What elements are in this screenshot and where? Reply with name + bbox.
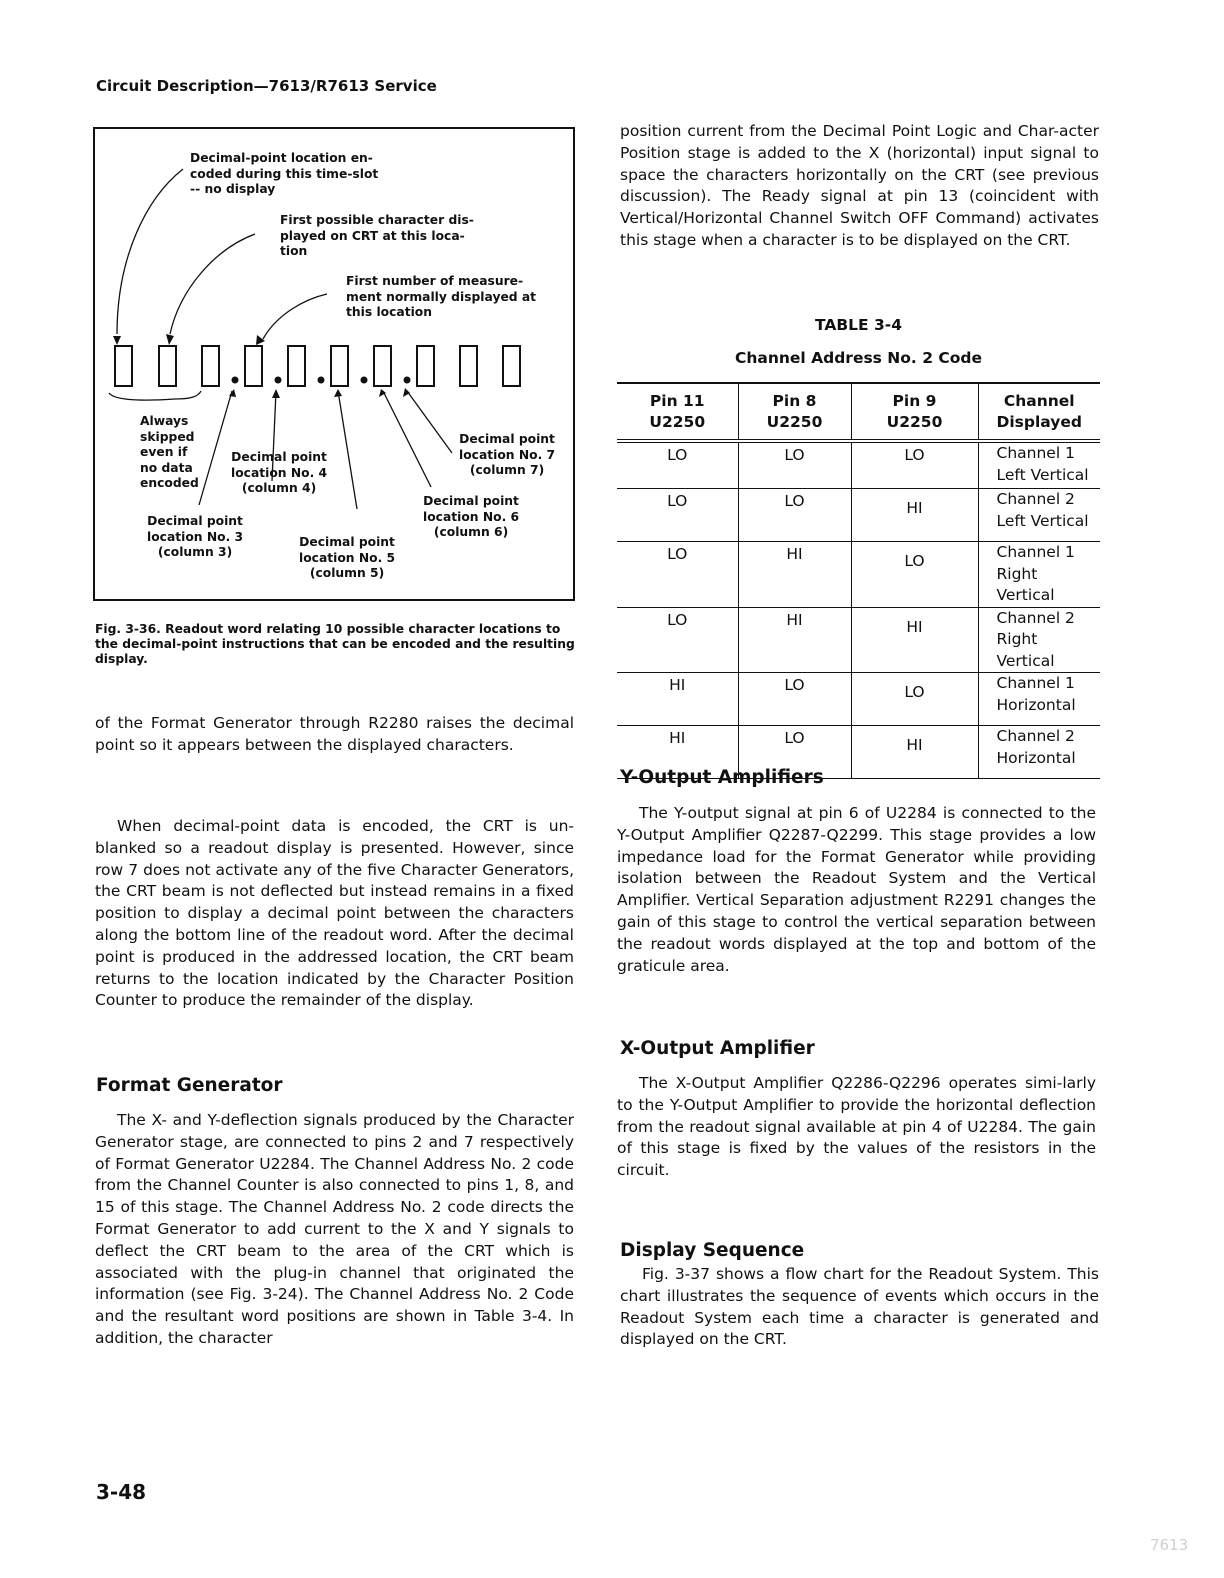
table-row bbox=[617, 673, 1100, 726]
intro-paragraph: position current from the Decimal Point Logic and Char-acter Position stage is added to the X (horizontal) input signal to space the characters horizontally on the CRT (see previous discussion). The Ready signal at pin 13 (coincident with Vertical/Horizontal Channel Switch OFF Command) activates this stage when a character is to be displayed on the CRT. bbox=[620, 122, 1099, 249]
label-dp3: Decimal point location No. 3 (column 3) bbox=[147, 514, 244, 560]
channel-address-table bbox=[617, 382, 1100, 779]
label-dp4: Decimal point location No. 4 (column 4) bbox=[231, 450, 328, 496]
y-output-paragraph: The Y-output signal at pin 6 of U2284 is connected to the Y-Output Amplifier Q2287-Q2299. This stage provides a low impedance load for the Format Generator while providing isolation between the Readout System and the Vertical Amplifier. Vertical Separation adjustment R2291 changes the gain of this stage to control the vertical separation between the readout words displayed at the top and bottom of the graticule area. bbox=[617, 804, 1096, 975]
header-channel: Channel Displayed bbox=[978, 383, 1100, 441]
label-first-possible: First possible character dis- played on CRT at this loca- tion bbox=[280, 213, 474, 259]
table-row bbox=[617, 607, 1100, 673]
x-output-heading: X-Output Amplifier bbox=[620, 1038, 815, 1059]
table-title: Channel Address No. 2 Code bbox=[734, 349, 983, 367]
cell-pin9: LO bbox=[851, 542, 978, 608]
cell-pin9: LO bbox=[851, 673, 978, 726]
cell-pin8: LO bbox=[738, 489, 851, 542]
cell-pin11: LO bbox=[617, 441, 738, 489]
display-sequence-heading: Display Sequence bbox=[620, 1240, 805, 1261]
caption-number: Fig. 3-36. bbox=[95, 622, 161, 636]
char-location-5 bbox=[288, 346, 305, 386]
x-output-paragraph: The X-Output Amplifier Q2286-Q2296 operates simi-larly to the Y-Output Amplifier to provide the horizontal deflection from the readout signal available at pin 4 of U2284. The gain of this stage is fixed by the values of the resistors in the circuit. bbox=[617, 1074, 1096, 1180]
char-location-9 bbox=[460, 346, 477, 386]
display-sequence-paragraph: Fig. 3-37 shows a flow chart for the Readout System. This chart illustrates the sequence of events which occurs in the Readout System each time a character is generated and displayed on the CRT. bbox=[620, 1265, 1099, 1349]
format-generator-heading: Format Generator bbox=[96, 1075, 283, 1096]
cell-pin11: HI bbox=[617, 726, 738, 779]
char-location-3 bbox=[202, 346, 219, 386]
watermark-stamp: 7613 bbox=[1150, 1536, 1189, 1554]
decimal-dot-7 bbox=[404, 377, 411, 384]
cell-pin8: LO bbox=[738, 726, 851, 779]
header-pin8: Pin 8 U2250 bbox=[738, 383, 851, 441]
char-location-2 bbox=[159, 346, 176, 386]
table-number: TABLE 3-4 bbox=[814, 316, 903, 334]
decimal-point-paragraph: When decimal-point data is encoded, the CRT is un-blanked so a readout display is presented. However, since row 7 does not activate any of the five Character Generators, the CRT beam is not deflected but instead remains in a fixed position to display a decimal point between the characters along the bottom line of the readout word. After the decimal point is produced in the addressed location, the CRT beam returns to the location indicated by the Character Position Counter to produce the remainder of the display. bbox=[95, 817, 574, 1010]
char-location-4 bbox=[245, 346, 262, 386]
decimal-dot-5 bbox=[318, 377, 325, 384]
label-dp6: Decimal point location No. 6 (column 6) bbox=[423, 494, 520, 540]
cell-channel: Channel 2 Horizontal bbox=[978, 726, 1100, 779]
cell-pin11: LO bbox=[617, 489, 738, 542]
char-location-10 bbox=[503, 346, 520, 386]
running-header: Circuit Description—7613/R7613 Service bbox=[96, 77, 437, 95]
decimal-dot-6 bbox=[361, 377, 368, 384]
table-row bbox=[617, 489, 1100, 542]
header-pin9: Pin 9 U2250 bbox=[851, 383, 978, 441]
cell-pin9: HI bbox=[851, 726, 978, 779]
char-location-6 bbox=[331, 346, 348, 386]
char-location-7 bbox=[374, 346, 391, 386]
table-row bbox=[617, 441, 1100, 489]
cell-pin9: HI bbox=[851, 489, 978, 542]
cell-pin11: LO bbox=[617, 607, 738, 673]
table-header-row bbox=[617, 383, 1100, 441]
cell-channel: Channel 1 Horizontal bbox=[978, 673, 1100, 726]
format-generator-paragraph: The X- and Y-deflection signals produced by the Character Generator stage, are connected to pins 2 and 7 respectively of Format Generator U2284. The Channel Address No. 2 code from the Channel Counter is also connected to pins 1, 8, and 15 of this stage. The Channel Address No. 2 code directs the Format Generator to add current to the X and Y signals to deflect the CRT beam to the area of the CRT which is associated with the plug-in channel that originated the information (see Fig. 3-24). The Channel Address No. 2 Code and the resultant word positions are shown in Table 3-4. In addition, the character bbox=[95, 1111, 574, 1347]
cell-pin11: HI bbox=[617, 673, 738, 726]
cell-pin8: LO bbox=[738, 441, 851, 489]
char-location-1 bbox=[115, 346, 132, 386]
label-first-number: First number of measure- ment normally displayed at this location bbox=[346, 274, 537, 320]
cell-pin11: LO bbox=[617, 542, 738, 608]
cell-pin9: LO bbox=[851, 441, 978, 489]
page-number: 3-48 bbox=[96, 1480, 147, 1504]
decimal-dot-3 bbox=[232, 377, 239, 384]
cell-pin9: HI bbox=[851, 607, 978, 673]
cell-channel: Channel 1 Right Vertical bbox=[978, 542, 1100, 608]
char-location-8 bbox=[417, 346, 434, 386]
cell-pin8: LO bbox=[738, 673, 851, 726]
figure-3-36 bbox=[93, 127, 575, 601]
cell-channel: Channel 2 Left Vertical bbox=[978, 489, 1100, 542]
header-pin11: Pin 11 U2250 bbox=[617, 383, 738, 441]
label-decimal-encoded: Decimal-point location en- coded during this time-slot -- no display bbox=[190, 151, 379, 197]
figure-caption bbox=[95, 622, 579, 667]
label-dp7: Decimal point location No. 7 (column 7) bbox=[459, 432, 556, 478]
cell-channel: Channel 1 Left Vertical bbox=[978, 441, 1100, 489]
continuation-paragraph: of the Format Generator through R2280 raises the decimal point so it appears between the displayed characters. bbox=[95, 714, 574, 754]
decimal-dot-4 bbox=[275, 377, 282, 384]
y-output-heading: Y-Output Amplifiers bbox=[620, 767, 824, 788]
label-always-skipped: Always skipped even if no data encoded bbox=[140, 414, 199, 491]
cell-pin8: HI bbox=[738, 607, 851, 673]
table-row bbox=[617, 542, 1100, 608]
caption-text: Readout word relating 10 possible character locations to the decimal-point instructions that can be encoded and the resulting display. bbox=[95, 622, 575, 666]
label-dp5: Decimal point location No. 5 (column 5) bbox=[299, 535, 396, 581]
cell-pin8: HI bbox=[738, 542, 851, 608]
cell-channel: Channel 2 Right Vertical bbox=[978, 607, 1100, 673]
